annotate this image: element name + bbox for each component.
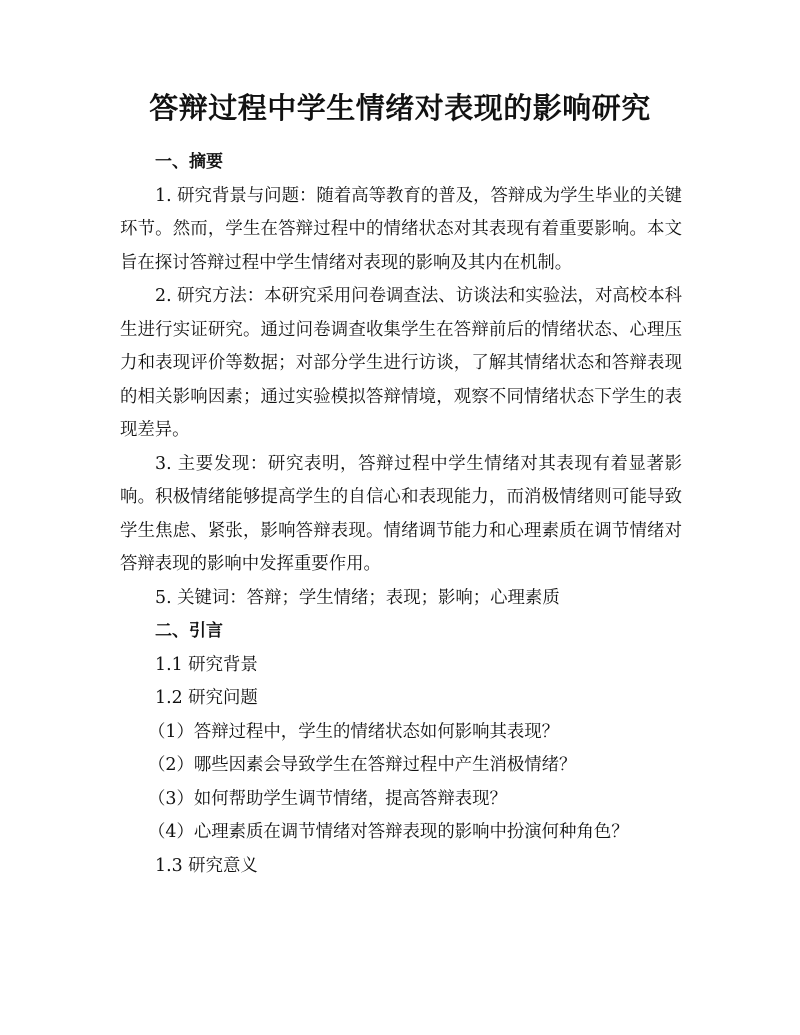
document-title: 答辩过程中学生情绪对表现的影响研究 [149,91,651,125]
section-heading-abstract: 一、摘要 [155,152,223,172]
subsection-heading-background: 1.1 研究背景 [155,654,258,675]
abstract-paragraph-background: 1. 研究背景与问题：随着高等教育的普及，答辩成为学生毕业的关键环节。然而，学生在答辩过程中的情绪状态对其表现有着重要影响。本文旨在探讨答辩过程中学生情绪对表现的影响及其内在机制。 [120,185,682,273]
subsection-heading-significance: 1.3 研究意义 [155,855,258,876]
abstract-paragraph-keywords: 5. 关键词：答辩；学生情绪；表现；影响；心理素质 [155,587,560,608]
abstract-paragraph-findings: 3. 主要发现：研究表明，答辩过程中学生情绪对其表现有着显著影响。积极情绪能够提高学生的自信心和表现能力，而消极情绪则可能导致学生焦虑、紧张，影响答辩表现。情绪调节能力和心理素质在调节情绪对答辩表现的影响中发挥重要作用。 [120,453,682,574]
document-body [120,146,682,883]
abstract-paragraph-methods: 2. 研究方法：本研究采用问卷调查法、访谈法和实验法，对高校本科生进行实证研究。通过问卷调查收集学生在答辩前后的情绪状态、心理压力和表现评价等数据；对部分学生进行访谈，了解其情绪状态和答辩表现的相关影响因素；通过实验模拟答辩情境，观察不同情绪状态下学生的表现差异。 [120,286,682,440]
section-heading-introduction: 二、引言 [155,621,223,641]
research-question-item: （4）心理素质在调节情绪对答辩表现的影响中扮演何种角色？ [148,822,629,842]
research-question-item: （2）哪些因素会导致学生在答辩过程中产生消极情绪？ [148,755,577,775]
subsection-heading-questions: 1.2 研究问题 [155,688,258,708]
research-question-item: （3）如何帮助学生调节情绪，提高答辩表现？ [148,788,507,809]
research-question-item: （1）答辩过程中，学生的情绪状态如何影响其表现？ [148,721,560,742]
